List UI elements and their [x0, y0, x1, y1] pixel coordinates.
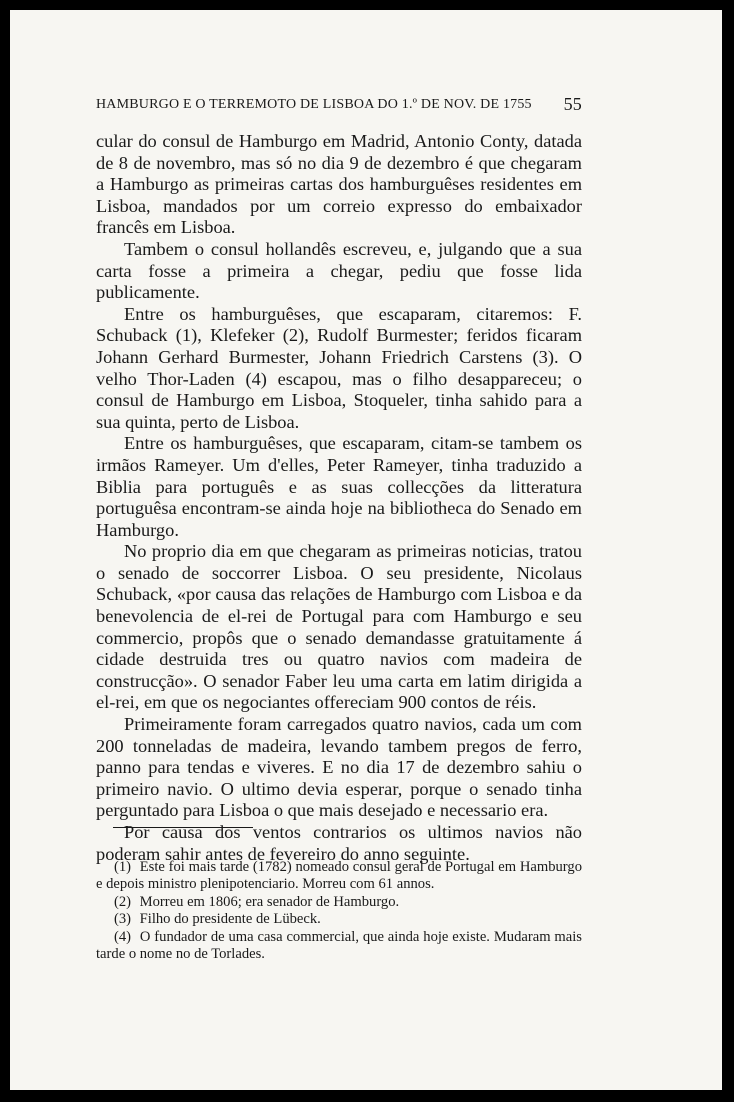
book-page — [10, 10, 722, 1090]
footnote-text: Este foi mais tarde (1782) nomeado consul geral de Portugal em Hamburgo e depois ministro plenipotenciario. Morreu com 61 annos. — [96, 859, 583, 893]
paragraph: Entre os hamburguêses, que escaparam, citaremos: F. Schuback (1), Klefeker (2), Rudolf Burmester; feridos ficaram Johann Gerhard Burmester, Johann Friedrich Carstens (3). O velho Thor-Laden (4) escapou, mas o filho desappareceu; o consul de Hamburgo em Lisboa, Stoqueler, tinha sahido para a sua quinta, perto de Lisboa. — [96, 303, 582, 432]
footnote — [96, 859, 582, 894]
paragraph: Tambem o consul hollandês escreveu, e, julgando que a sua carta fosse a primeira a chegar, pediu que fosse lida publicamente. — [96, 238, 582, 303]
paragraph: Primeiramente foram carregados quatro navios, cada um com 200 tonneladas de madeira, levando tambem pregos de ferro, panno para tendas e viveres. E no dia 17 de dezembro sahiu o primeiro navio. O ultimo devia esperar, porque o senado tinha perguntado para Lisboa o que mais desejado e necessario era. — [96, 714, 582, 821]
footnote-label: (3) — [114, 911, 132, 928]
footnote-text: Filho do presidente de Lübeck. — [139, 911, 321, 928]
paragraph: Por causa dos ventos contrarios os ultimos navios não poderam sahir antes de fevereiro do anno seguinte. — [96, 822, 582, 864]
footnote-text: Morreu em 1806; era senador de Hamburgo. — [139, 893, 400, 910]
footnote-label: (2) — [114, 893, 132, 910]
paragraph-continued: cular do consul de Hamburgo em Madrid, Antonio Conty, datada de 8 de novembro, mas só no dia 9 de dezembro é que chegaram a Hamburgo as primeiras cartas dos hamburguêses residentes em Lisboa, mandados por um correio expresso do embaixador francês em Lisboa. — [96, 131, 582, 238]
footnote — [96, 894, 582, 911]
paragraph: No proprio dia em que chegaram as primeiras noticias, tratou o senado de soccorrer Lisboa. O seu presidente, Nicolaus Schuback, «por causa das relações de Hamburgo com Lisboa e da benevolencia de el-rei de Portugal para com Hamburgo e seu commercio, propôs que o senado demandasse gratuitamente á cidade destruida tres ou quatro navios com madeira de construcção». O senador Faber leu uma carta em latim dirigida a el-rei, em que os negociantes offereciam 900 contos de réis. — [96, 541, 582, 713]
footnote-separator-rule — [113, 827, 253, 828]
footnote-text: O fundador de uma casa commercial, que ainda hoje existe. Mudaram mais tarde o nome no de Torlades. — [96, 928, 582, 963]
footnote-label: (4) — [114, 928, 132, 945]
footnotes — [96, 859, 582, 963]
footnote — [96, 911, 582, 928]
body-text — [96, 131, 582, 865]
paragraph: Entre os hamburguêses, que escaparam, citam-se tambem os irmãos Rameyer. Um d'elles, Peter Rameyer, tinha traduzido a Biblia para português e as suas collecções da litteratura portuguêsa encontram-se ainda hoje na bibliotheca do Senado em Hamburgo. — [96, 433, 582, 540]
page-number: 55 — [563, 94, 582, 114]
footnote-label: (1) — [114, 859, 132, 875]
running-title: HAMBURGO E O TERREMOTO DE LISBOA DO 1.º DE NOV. DE 1755 — [96, 97, 532, 112]
footnote — [96, 929, 582, 964]
